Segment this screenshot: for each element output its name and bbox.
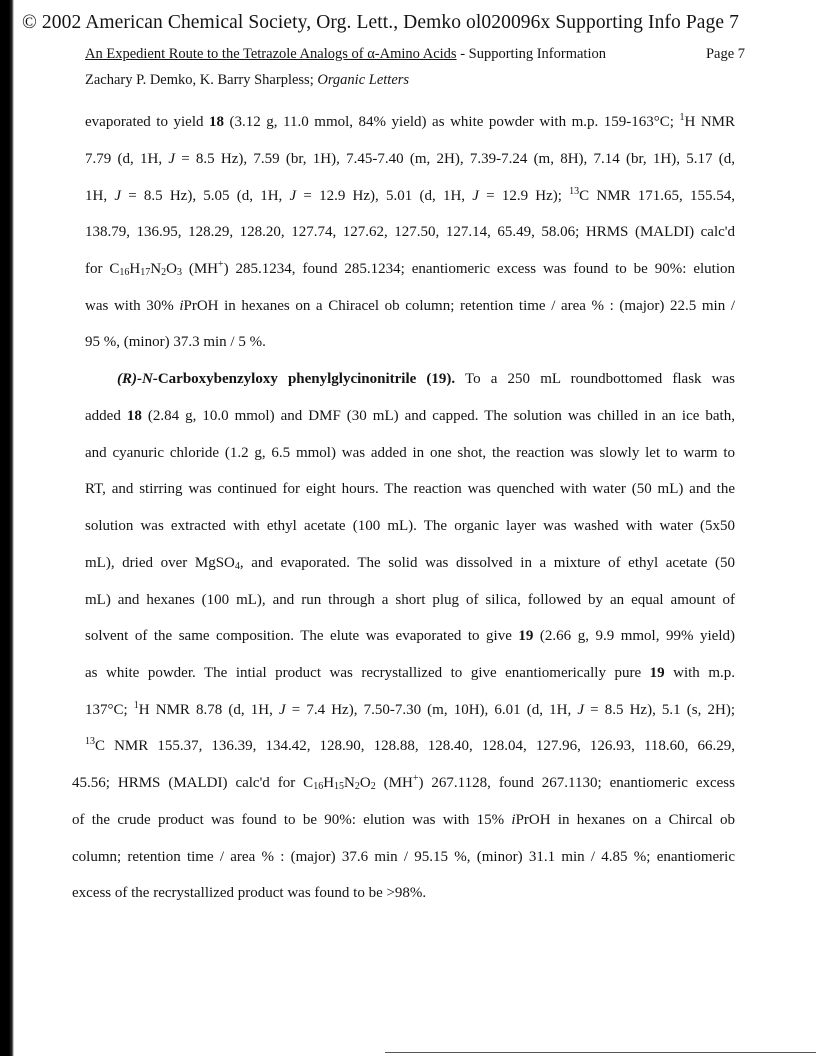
page-number: Page 7 [705, 46, 745, 62]
text-line-21: column; retention time / area % : (major) 37.6 min / 95.15 %, (minor) 31.1 min / 4.85 %; enantiomeric [72, 849, 735, 865]
text-line-10: and cyanuric chloride (1.2 g, 6.5 mmol) was added in one shot, the reaction was slowly let to warm to [85, 445, 735, 461]
text-line-19: 45.56; HRMS (MALDI) calc'd for $C_{16}H_{15}N_2O_2$ (MH+) 267.1128, found 267.1130; enantiomeric excess [72, 773, 735, 792]
text-line-2: 7.79 (d, 1H, J = 8.5 Hz), 7.59 (br, 1H), 7.45-7.40 (m, 2H), 7.39-7.24 (m, 8H), 7.14 (br, 1H), 5.17 (d, [85, 151, 735, 167]
text-line-18: $^{13}$C NMR 155.37, 136.39, 134.42, 128.90, 128.88, 128.40, 128.04, 127.96, 126.93, 118.60, 66.29, [85, 736, 735, 754]
text-line-9: added 18 (2.84 g, 10.0 mmol) and DMF (30 mL) and capped. The solution was chilled in an ice bath, [85, 408, 735, 424]
text-line-14: mL) and hexanes (100 mL), and run through a short plug of silica, followed by an equal amount of [85, 592, 735, 608]
text-line-5: for $C_{16}H_{17}N_2O_3$ (MH+) 285.1234, found 285.1234; enantiomeric excess was found to be 90%: elution [85, 259, 735, 278]
journal-name: Organic Letters [317, 72, 410, 88]
author-line [85, 72, 409, 89]
authors: Zachary P. Demko, K. Barry Sharpless; [85, 72, 318, 88]
text-line-11: RT, and stirring was continued for eight hours. The reaction was quenched with water (50 mL) and the [85, 481, 735, 497]
text-line-6: was with 30% iPrOH in hexanes on a Chiracel ob column; retention time / area % : (major) 22.5 min / [85, 298, 735, 314]
text-line-3: 1H, J = 8.5 Hz), 5.05 (d, 1H, J = 12.9 Hz), 5.01 (d, 1H, J = 12.9 Hz); $^{13}$C NMR 171.65, 155.54, [85, 186, 735, 204]
paper-title: An Expedient Route to the Tetrazole Analogs of α-Amino Acids [85, 46, 457, 62]
text-line-13: mL), dried over MgSO$_4$, and evaporated. The solid was dissolved in a mixture of ethyl acetate (50 [85, 555, 735, 572]
text-line-4: 138.79, 136.95, 128.29, 128.20, 127.74, 127.62, 127.50, 127.14, 65.49, 58.06; HRMS (MALDI) calc'd [85, 224, 735, 240]
text-line-22: excess of the recrystallized product was found to be >98%. [72, 885, 427, 901]
text-line-20: of the crude product was found to be 90%: elution was with 15% iPrOH in hexanes on a Chircal ob [72, 812, 735, 828]
text-line-17: 137°C; $^1$H NMR 8.78 (d, 1H, J = 7.4 Hz), 7.50-7.30 (m, 10H), 6.01 (d, 1H, J = 8.5 Hz), 5.1 (s, 2H); [85, 700, 735, 718]
text-line-16: as white powder. The intial product was recrystallized to give enantiomerically pure 19 with m.p. [85, 665, 735, 681]
scan-bottom-line [385, 1052, 816, 1053]
text-line-15: solvent of the same composition. The elute was evaporated to give 19 (2.66 g, 9.9 mmol, 99% yield) [85, 628, 735, 644]
header-suffix: - Supporting Information [456, 46, 606, 62]
scan-dark-edge [0, 0, 14, 1056]
compound-heading-line: (R)-N-Carboxybenzyloxy phenylglycinonitrile (19). To a 250 mL roundbottomed flask was [117, 371, 735, 387]
copyright-banner: © 2002 American Chemical Society, Org. Lett., Demko ol020096x Supporting Info Page 7 [22, 12, 739, 33]
text-line-1: evaporated to yield 18 (3.12 g, 11.0 mmol, 84% yield) as white powder with m.p. 159-163°C; $^1$H NMR [85, 112, 735, 130]
text-line-7: 95 %, (minor) 37.3 min / 5 %. [85, 334, 266, 350]
running-header [85, 46, 745, 63]
text-line-12: solution was extracted with ethyl acetate (100 mL). The organic layer was washed with water (5x50 [85, 518, 735, 534]
